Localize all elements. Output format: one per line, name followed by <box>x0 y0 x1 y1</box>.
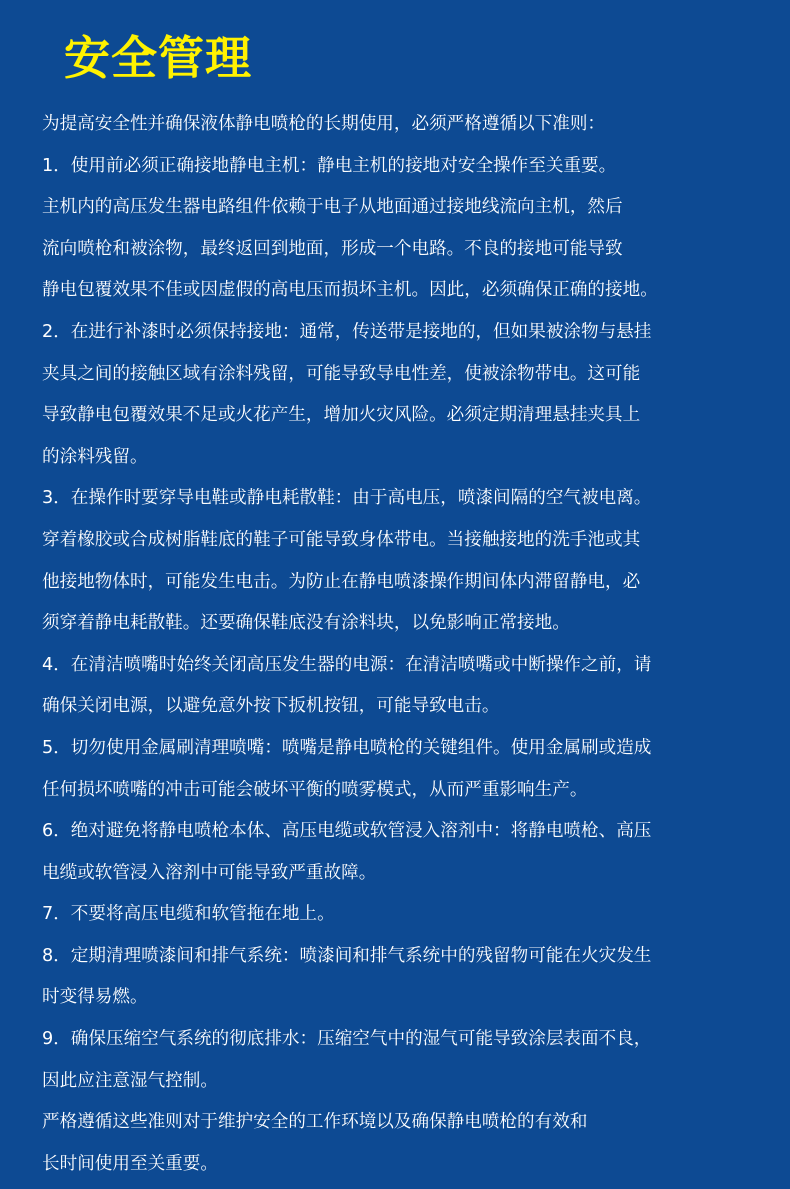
page-title: 安全管理 <box>64 31 252 85</box>
text-line: 6．绝对避免将静电喷枪本体、高压电缆或软管浸入溶剂中：将静电喷枪、高压 <box>42 821 652 842</box>
text-line: 穿着橡胶或合成树脂鞋底的鞋子可能导致身体带电。当接触接地的洗手池或其 <box>42 529 641 550</box>
text-line: 任何损坏喷嘴的冲击可能会破坏平衡的喷雾模式，从而严重影响生产。 <box>42 779 588 800</box>
text-line: 流向喷枪和被涂物，最终返回到地面，形成一个电路。不良的接地可能导致 <box>42 238 623 259</box>
text-line: 1．使用前必须正确接地静电主机：静电主机的接地对安全操作至关重要。 <box>42 155 617 176</box>
text-line: 的涂料残留。 <box>42 446 148 467</box>
text-line: 7．不要将高压电缆和软管拖在地上。 <box>42 904 335 925</box>
text-line: 主机内的高压发生器电路组件依赖于电子从地面通过接地线流向主机，然后 <box>42 197 623 218</box>
text-line: 9．确保压缩空气系统的彻底排水：压缩空气中的湿气可能导致涂层表面不良， <box>42 1029 652 1050</box>
text-line: 长时间使用至关重要。 <box>42 1153 218 1174</box>
text-line: 严格遵循这些准则对于维护安全的工作环境以及确保静电喷枪的有效和 <box>42 1112 588 1133</box>
text-line: 夹具之间的接触区域有涂料残留，可能导致导电性差，使被涂物带电。这可能 <box>42 363 641 384</box>
text-line: 2．在进行补漆时必须保持接地：通常，传送带是接地的，但如果被涂物与悬挂 <box>42 321 652 342</box>
text-line: 因此应注意湿气控制。 <box>42 1070 218 1091</box>
text-line: 须穿着静电耗散鞋。还要确保鞋底没有涂料块，以免影响正常接地。 <box>42 613 570 634</box>
text-line: 静电包覆效果不佳或因虚假的高电压而损坏主机。因此，必须确保正确的接地。 <box>42 280 658 301</box>
text-line: 时变得易燃。 <box>42 987 148 1008</box>
text-line: 导致静电包覆效果不足或火花产生，增加火灾风险。必须定期清理悬挂夹具上 <box>42 405 641 426</box>
text-line: 8．定期清理喷漆间和排气系统：喷漆间和排气系统中的残留物可能在火灾发生 <box>42 945 652 966</box>
guidelines-text <box>42 104 772 1185</box>
text-line: 为提高安全性并确保液体静电喷枪的长期使用，必须严格遵循以下准则： <box>42 114 606 134</box>
text-line: 确保关闭电源，以避免意外按下扳机按钮，可能导致电击。 <box>42 696 500 717</box>
text-line: 他接地物体时，可能发生电击。为防止在静电喷漆操作期间体内滞留静电，必 <box>42 571 641 592</box>
text-line: 4．在清洁喷嘴时始终关闭高压发生器的电源：在清洁喷嘴或中断操作之前，请 <box>42 654 652 675</box>
text-line: 5．切勿使用金属刷清理喷嘴：喷嘴是静电喷枪的关键组件。使用金属刷或造成 <box>42 737 652 758</box>
text-line: 3．在操作时要穿导电鞋或静电耗散鞋：由于高电压，喷漆间隔的空气被电离。 <box>42 488 652 509</box>
text-line: 电缆或软管浸入溶剂中可能导致严重故障。 <box>42 862 377 883</box>
